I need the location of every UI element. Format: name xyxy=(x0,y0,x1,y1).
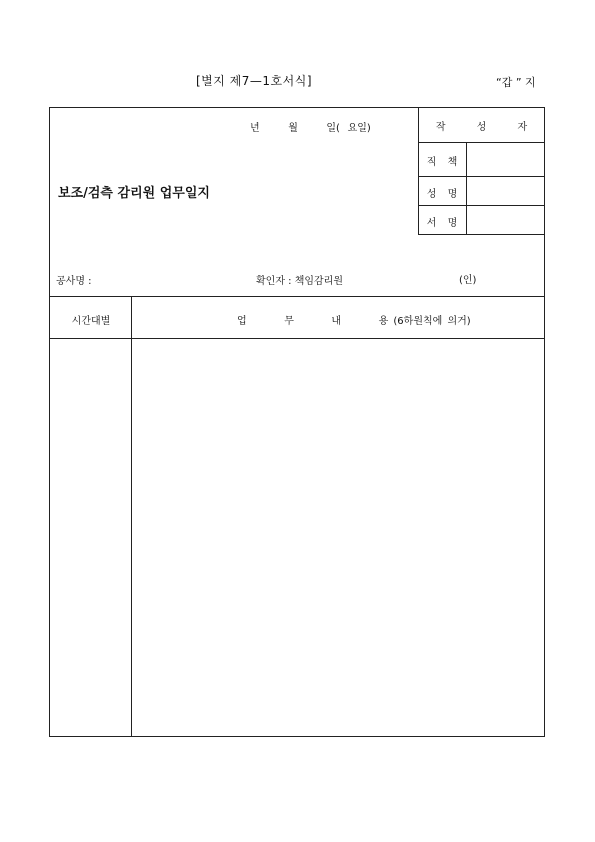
log-table-column-divider xyxy=(131,296,132,737)
form-code: [별지 제7—1호서식] xyxy=(196,74,312,88)
date-line xyxy=(250,119,371,134)
writer-name-label: 성 명 xyxy=(426,189,462,200)
writer-heading: 작 성 자 xyxy=(435,122,542,133)
log-table-top-border xyxy=(49,296,545,297)
seal-label: (인) xyxy=(459,275,477,286)
confirmer-label: 확인자 : 책임감리원 xyxy=(256,276,344,287)
writer-position-label: 직 책 xyxy=(426,157,462,168)
copy-label: “갑 ” 지 xyxy=(496,76,536,89)
content-header-word: 내 xyxy=(331,316,342,327)
date-month-label: 월 xyxy=(288,123,298,134)
content-header-word: 업 xyxy=(237,316,247,327)
writer-heading-divider xyxy=(418,142,545,143)
writer-box-bottom-border xyxy=(418,234,545,235)
form-title: 보조/검측 감리원 업무일지 xyxy=(58,186,210,201)
date-year-label: 년 xyxy=(250,123,260,134)
writer-signature-label: 서 명 xyxy=(426,218,462,229)
date-weekday-label: 요일) xyxy=(347,123,371,134)
form-frame xyxy=(49,107,545,737)
site-name-label: 공사명 : xyxy=(56,276,92,287)
writer-label-divider xyxy=(466,142,467,234)
content-column-header xyxy=(237,312,471,327)
writer-row-divider xyxy=(418,176,545,177)
time-column-header: 시간대별 xyxy=(71,316,111,327)
content-header-word: 용 (6하원칙에 의거) xyxy=(378,316,471,327)
date-day-label: 일( xyxy=(326,123,340,134)
log-table-header-divider xyxy=(49,338,545,339)
writer-row-divider xyxy=(418,205,545,206)
content-header-word: 무 xyxy=(284,316,294,327)
